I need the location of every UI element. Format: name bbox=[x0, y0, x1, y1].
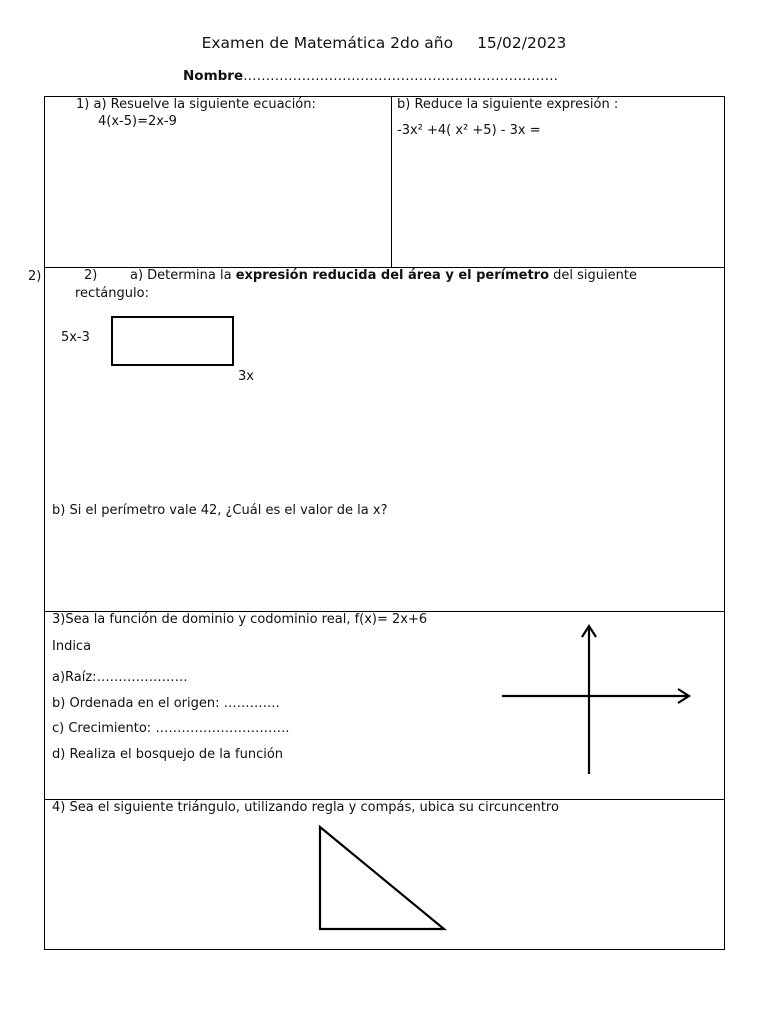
triangle-shape bbox=[320, 827, 444, 929]
q2-outer-number: 2) bbox=[28, 269, 42, 284]
exam-title-text: Examen de Matemática 2do año bbox=[201, 34, 454, 52]
name-dots: ……………………………………………………………. bbox=[243, 68, 558, 84]
rectangle-height-label: 5x-3 bbox=[61, 330, 90, 345]
q3-ordenada: b) Ordenada en el origen: …………. bbox=[52, 696, 280, 711]
q2-b-text: b) Si el perímetro vale 42, ¿Cuál es el valor de la x? bbox=[52, 503, 388, 518]
q3-crecimiento: c) Crecimiento: …………………………. bbox=[52, 721, 290, 736]
q1-a-equation: 4(x-5)=2x-9 bbox=[98, 114, 177, 129]
q1-a-text: 1) a) Resuelve la siguiente ecuación: bbox=[76, 97, 316, 112]
q3-text: 3)Sea la función de dominio y codominio real, f(x)= 2x+6 bbox=[52, 612, 428, 627]
q2-a-line2: rectángulo: bbox=[75, 286, 149, 301]
exam-date: 15/02/2023 bbox=[477, 34, 567, 52]
q3-indica: Indica bbox=[52, 639, 92, 654]
q4-text: 4) Sea el siguiente triángulo, utilizando regla y compás, ubica su circuncentro bbox=[52, 800, 559, 815]
q2-a-prefix: a) Determina la bbox=[130, 268, 236, 283]
q3-raiz: a)Raíz:………………… bbox=[52, 670, 188, 685]
rectangle-width-label: 3x bbox=[238, 369, 254, 384]
q1-b-expression: -3x² +4( x² +5) - 3x = bbox=[397, 123, 541, 138]
name-label: Nombre bbox=[183, 68, 244, 84]
q2-number: 2) bbox=[84, 268, 98, 283]
q3-bosquejo: d) Realiza el bosquejo de la función bbox=[52, 747, 284, 762]
q1-b-text: b) Reduce la siguiente expresión : bbox=[397, 97, 619, 112]
q2-a-bold: expresión reducida del área y el perímetro bbox=[235, 268, 550, 283]
q2-a-suffix: del siguiente bbox=[549, 268, 637, 283]
